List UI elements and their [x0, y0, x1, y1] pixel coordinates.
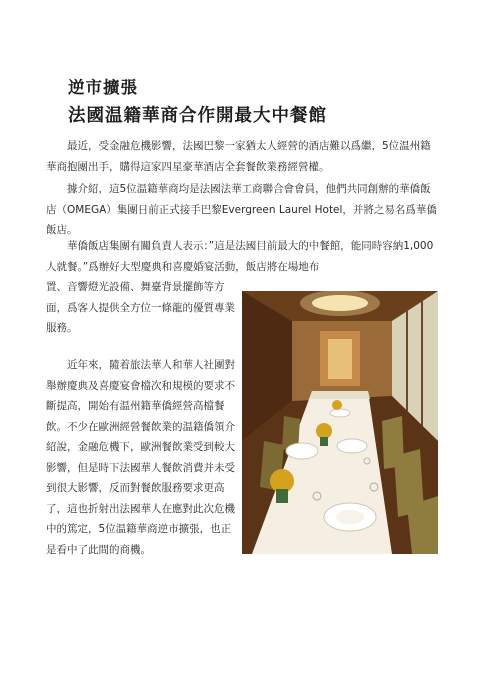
paragraph-3-continued: 置、音響燈光設備、舞臺背景擺飾等方面，爲客人提供全方位一條龍的優質專業服務。 — [46, 281, 235, 334]
article-headline: 法國温籍華商合作開最大中餐館 — [68, 106, 327, 126]
paragraph-1: 最近，受金融危機影響，法國巴黎一家猶太人經營的酒店難以爲繼，5位温州籍華商抱團出手，購得這家四星豪華酒店全套餐飲業務經營權。 — [46, 140, 431, 173]
article-kicker: 逆市擴張 — [68, 78, 138, 97]
paragraph-2: 據介紹，這5位温籍華商均是法國法華工商聯合會會員，他們共同創辦的華僑飯店（OMEGA）集團日前正式接手巴黎Evergreen Laurel Hotel，并將之易名爲華僑飯店。 — [46, 183, 437, 236]
paragraph-3: 華僑飯店集團有關負責人表示：”這是法國目前最大的中餐館，能同時容納1,000人就餐。”爲辦好大型慶典和喜慶婚宴活動，飯店將在場地布 — [46, 240, 434, 273]
paragraph-4: 近年來，隨着旅法華人和華人社團對舉辦慶典及喜慶宴會檔次和規模的要求不斷提高，開始有温州籍華僑經營高檔餐飲。不少在歐洲經營餐飲業的温籍僑領介紹說，金融危機下，歐洲餐飲業受到較大影響，但是時下法國華人餐飲消費并未受到很大影響，反而對餐飲服務要求更高了，這也折射出法國華人在應對此次危機中的篤定，5位温籍華商逆市擴張，也正是看中了此間的商機。 — [46, 359, 235, 556]
restaurant-photo — [242, 291, 438, 554]
